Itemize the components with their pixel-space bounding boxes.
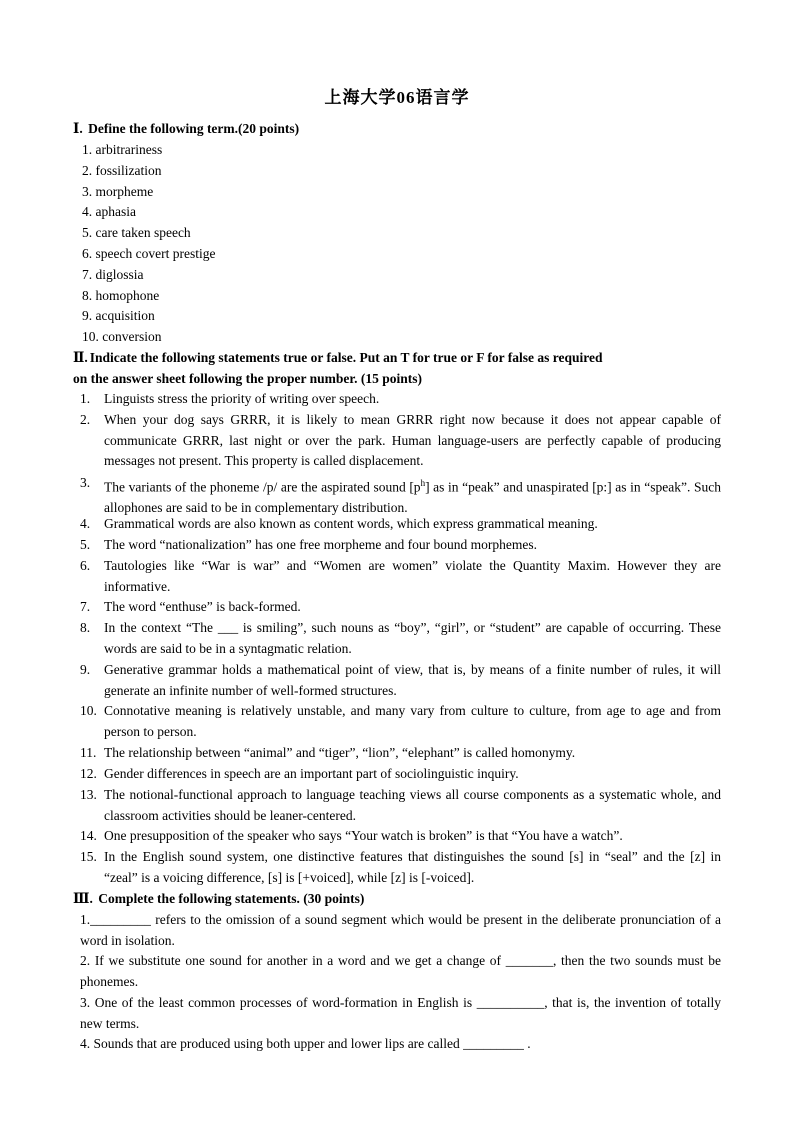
- tf-text-part: The variants of the phoneme /p/ are the aspirated sound [p: [104, 479, 421, 495]
- tf-item: [80, 660, 721, 701]
- term-text: arbitrariness: [95, 142, 163, 157]
- tf-text-part: In the context “The: [104, 620, 213, 635]
- term-number: 10.: [82, 329, 99, 344]
- term-number: 2.: [82, 163, 93, 178]
- tf-text: The relationship between “animal” and “tiger”, “lion”, “elephant” is called homonymy.: [104, 745, 576, 760]
- tf-number: 11.: [80, 745, 97, 760]
- fill-item: [80, 1034, 721, 1055]
- answer-blank: __________: [476, 995, 545, 1010]
- tf-item: [80, 389, 721, 410]
- section-3-heading: [73, 888, 723, 909]
- term-number: 5.: [82, 225, 93, 240]
- tf-item: [80, 764, 721, 785]
- fill-item: [80, 951, 721, 992]
- term-number: 6.: [82, 246, 93, 261]
- tf-item: [80, 514, 721, 535]
- term-text: care taken speech: [95, 225, 191, 240]
- tf-text-part: is smiling”, such nouns as “boy”, “girl”, or “student” are capable of occurring. These words are said to be in a syntagmatic relation.: [104, 620, 721, 656]
- term-item: [82, 202, 136, 222]
- section-2-title-line2: on the answer sheet following the proper number. (15 points): [73, 371, 423, 386]
- tf-text: The notional-functional approach to language teaching views all course components as a systematic whole, and classroom activities should be leaner-centered.: [104, 787, 721, 823]
- tf-text-part: ] as in “peak” and unaspirated [p:] as in “speak”. Such allophones are said to be in complementary distribution.: [104, 479, 721, 516]
- fill-text: 3. One of the least common processes of word-formation in English is: [80, 995, 477, 1010]
- tf-text: Tautologies like “War is war” and “Women are women” violate the Quantity Maxim. However they are informative.: [104, 558, 721, 594]
- section-3-numeral: Ⅲ.: [73, 891, 93, 906]
- term-item: [82, 140, 162, 160]
- tf-number: 9.: [80, 662, 91, 677]
- tf-item: [80, 785, 721, 826]
- term-text: acquisition: [95, 308, 155, 323]
- section-2-numeral: Ⅱ.: [73, 350, 88, 365]
- fill-text: , then the two sounds must be phonemes.: [80, 953, 721, 989]
- term-text: speech covert prestige: [95, 246, 216, 261]
- term-text: conversion: [102, 329, 162, 344]
- fill-item: [80, 910, 721, 951]
- fill-text: .: [523, 1036, 531, 1051]
- section-3-title: Complete the following statements. (30 points): [98, 891, 365, 906]
- section-1-numeral: Ⅰ.: [73, 121, 83, 136]
- term-number: 9.: [82, 308, 93, 323]
- tf-text: Gender differences in speech are an important part of sociolinguistic inquiry.: [104, 766, 519, 781]
- tf-text: Grammatical words are also known as content words, which express grammatical meaning.: [104, 516, 598, 531]
- section-2-heading: [73, 347, 719, 389]
- fill-item: [80, 993, 721, 1034]
- tf-number: 7.: [80, 599, 91, 614]
- page-title: 上海大学06语言学: [324, 88, 470, 107]
- section-2-title-line1: Indicate the following statements true or false. Put an T for true or F for false as required: [89, 350, 603, 365]
- tf-number: 12.: [80, 766, 97, 781]
- tf-item: [80, 701, 721, 742]
- tf-text: Generative grammar holds a mathematical point of view, that is, by means of a finite number of rules, it will generate an infinite number of well-formed structures.: [104, 662, 721, 698]
- fill-text: 2. If we substitute one sound for another in a word and we get a change of: [80, 953, 506, 968]
- term-text: morpheme: [95, 184, 154, 199]
- tf-text: When your dog says GRRR, it is likely to mean GRRR right now because it does not appear capable of communicate GRRR, last night or over the park. Human language-users are perfectly capable of producing messages not present. This property is called displacement.: [104, 412, 721, 469]
- tf-item: [80, 847, 721, 888]
- tf-item: [80, 743, 721, 764]
- tf-text: In the English sound system, one distinctive features that distinguishes the sound [s] in “seal” and the [z] in “zeal” is a voicing difference, [s] is [+voiced], while [z] is [-voiced].: [104, 849, 721, 885]
- answer-blank: _________: [463, 1036, 524, 1051]
- tf-text: [104, 618, 721, 659]
- answer-blank: ___: [217, 620, 239, 635]
- term-item: [82, 223, 191, 243]
- tf-number: 14.: [80, 828, 97, 843]
- aspiration-superscript: h: [420, 478, 426, 488]
- tf-item: [80, 618, 721, 659]
- tf-number: 13.: [80, 787, 97, 802]
- term-number: 4.: [82, 204, 93, 219]
- tf-text: One presupposition of the speaker who says “Your watch is broken” is that “You have a watch”.: [104, 828, 623, 843]
- tf-text: The word “nationalization” has one free morpheme and four bound morphemes.: [104, 537, 537, 552]
- tf-number: 4.: [80, 516, 91, 531]
- term-number: 7.: [82, 267, 93, 282]
- answer-blank: _______: [505, 953, 553, 968]
- tf-text: Linguists stress the priority of writing over speech.: [104, 391, 380, 406]
- tf-item: [80, 826, 721, 847]
- tf-number: 6.: [80, 558, 91, 573]
- term-item: [82, 161, 162, 181]
- section-1-heading: [73, 118, 723, 139]
- fill-text: refers to the omission of a sound segment which would be present in the deliberate pronunciation of a word in isolation.: [80, 912, 721, 948]
- term-item: [82, 286, 159, 306]
- term-number: 1.: [82, 142, 93, 157]
- term-number: 3.: [82, 184, 93, 199]
- term-number: 8.: [82, 288, 93, 303]
- term-item: [82, 244, 215, 264]
- term-item: [82, 265, 144, 285]
- tf-number: 1.: [80, 391, 91, 406]
- term-text: homophone: [95, 288, 160, 303]
- term-item: [82, 182, 153, 202]
- section-1-title: Define the following term.(20 points): [88, 121, 300, 136]
- term-text: aphasia: [95, 204, 136, 219]
- tf-text: The word “enthuse” is back-formed.: [104, 599, 301, 614]
- tf-text: [104, 473, 721, 519]
- tf-item: [80, 410, 721, 472]
- answer-blank: _________: [90, 912, 151, 927]
- tf-item: [80, 473, 721, 519]
- fill-number: 1.: [80, 912, 91, 927]
- tf-item: [80, 597, 721, 618]
- tf-number: 15.: [80, 849, 97, 864]
- tf-number: 8.: [80, 620, 91, 635]
- term-text: fossilization: [95, 163, 162, 178]
- fill-text: , that is, the invention of totally new terms.: [80, 995, 721, 1031]
- tf-number: 2.: [80, 412, 91, 427]
- tf-number: 5.: [80, 537, 91, 552]
- term-text: diglossia: [95, 267, 144, 282]
- fill-text: 4. Sounds that are produced using both upper and lower lips are called: [80, 1036, 464, 1051]
- term-item: [82, 327, 161, 347]
- tf-item: [80, 535, 721, 556]
- tf-number: 10.: [80, 703, 97, 718]
- tf-number: 3.: [80, 475, 91, 490]
- term-item: [82, 306, 155, 326]
- tf-item: [80, 556, 721, 597]
- tf-text: Connotative meaning is relatively unstable, and many vary from culture to culture, from age to age and from person to person.: [104, 703, 721, 739]
